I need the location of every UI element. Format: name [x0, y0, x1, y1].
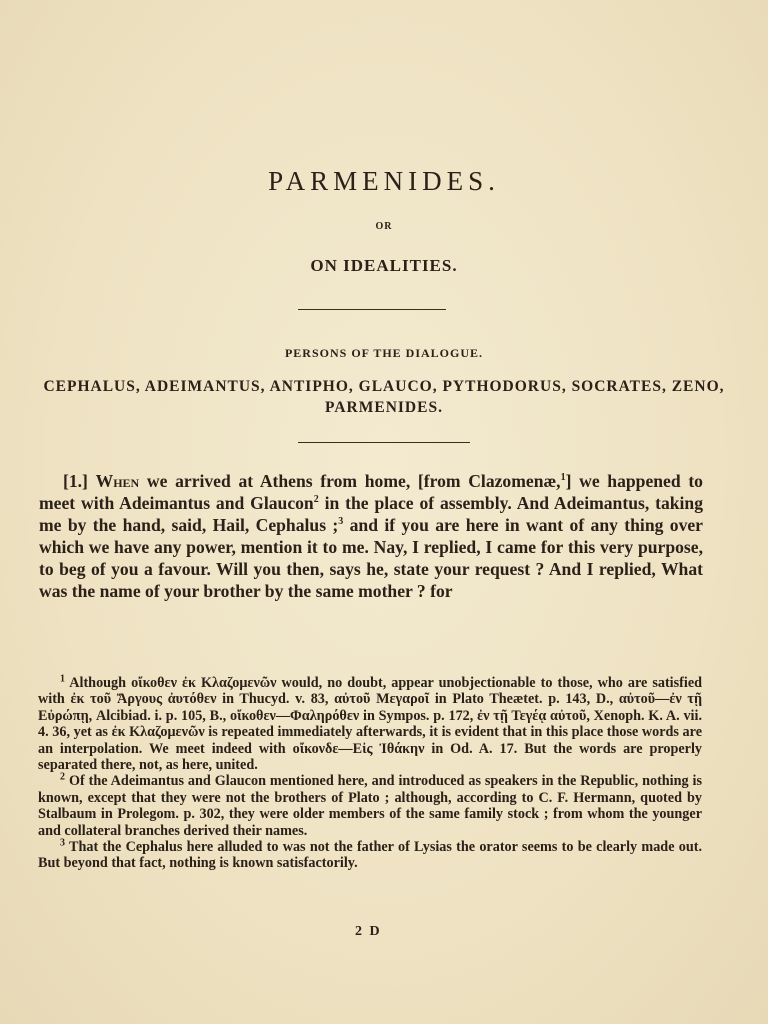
footnote-text: Although οἴκοθεν ἐκ Κλαζομενῶν would, no doubt, appear unobjectionable to those, who are satisfied with ἐκ τοῦ Ἄργους ἀυτόθεν in Thucyd. v. 83, αὐτοῦ Μεγαροῖ in Plato Theætet. p. 143, D., αὐτοῦ—ἐν τῇ Εὐρώπῃ, Alcibiad. i. p. 105, B., οἴκοθεν—Φαληρόθεν in Sympos. p. 172, ἐν τῇ Τεγέᾳ αὐτοῦ, Xenoph. K. A. vii. 4. 36, yet as ἐκ Κλαζομενῶν is repeated immediately afterwards, it is evident that in this place those words are an interpolation. We meet indeed with οἴκονδε—Εἰς Ἰθάκην in Od. A. 17. But the words are properly separated there, not, as here, united.	[38, 675, 703, 774]
body-text-part: in the place of assembly. And Adeimantus, taking me by the hand, said, Hail, Cephalus ;	[39, 493, 704, 535]
divider-rule	[298, 309, 446, 310]
footnote-mark: 1	[60, 673, 65, 685]
footnotes	[38, 675, 702, 872]
body-paragraph	[39, 470, 703, 602]
footnote-ref: 1	[560, 472, 566, 484]
footnote-text: Of the Adeimantus and Glaucon mentioned here, and introduced as speakers in the Republic, nothing is known, except that they were not the brothers of Plato ; although, according to C. F. Hermann, quoted by Stalbaum in Prolegom. p. 302, they were older members of the same family stock ; from whom the younger and collateral branches derived their names.	[38, 773, 703, 839]
body-text-part: and if you are here in want of any thing over which we have any power, mention it to me. Nay, I replied, I came for this very purpose, to beg of you a favour. Will you then, says he, state your request ? And I replied, What was the name of your brother by the same mother ? for	[39, 515, 703, 601]
signature-mark: 2 D	[355, 924, 382, 939]
body-text-part: we arrived at Athens from home, [from Clazomenæ,	[139, 471, 561, 491]
lead-word: When	[95, 471, 140, 491]
divider-rule	[298, 442, 470, 443]
title-conjunction: OR	[375, 221, 393, 232]
footnote-mark: 3	[60, 837, 65, 849]
footnote	[38, 675, 702, 773]
persons-list: CEPHALUS, ADEIMANTUS, ANTIPHO, GLAUCO, PYTHODORUS, SOCRATES, ZENO, PARMENIDES.	[43, 378, 725, 416]
footnote	[38, 773, 702, 839]
footnote-mark: 2	[60, 771, 65, 783]
page-title: PARMENIDES.	[268, 166, 500, 196]
page-subtitle: ON IDEALITIES.	[310, 256, 458, 275]
footnote	[38, 839, 702, 872]
persons-heading: PERSONS OF THE DIALOGUE.	[284, 346, 484, 360]
footnote-ref: 2	[313, 494, 319, 506]
footnote-ref: 3	[338, 516, 344, 528]
section-number: [1.]	[63, 471, 88, 491]
body-text-part: ] we happened to meet with Adeimantus and Glaucon	[39, 471, 703, 513]
footnote-text: That the Cephalus here alluded to was not the father of Lysias the orator seems to be clearly made out. But beyond that fact, nothing is known satisfactorily.	[38, 839, 702, 872]
